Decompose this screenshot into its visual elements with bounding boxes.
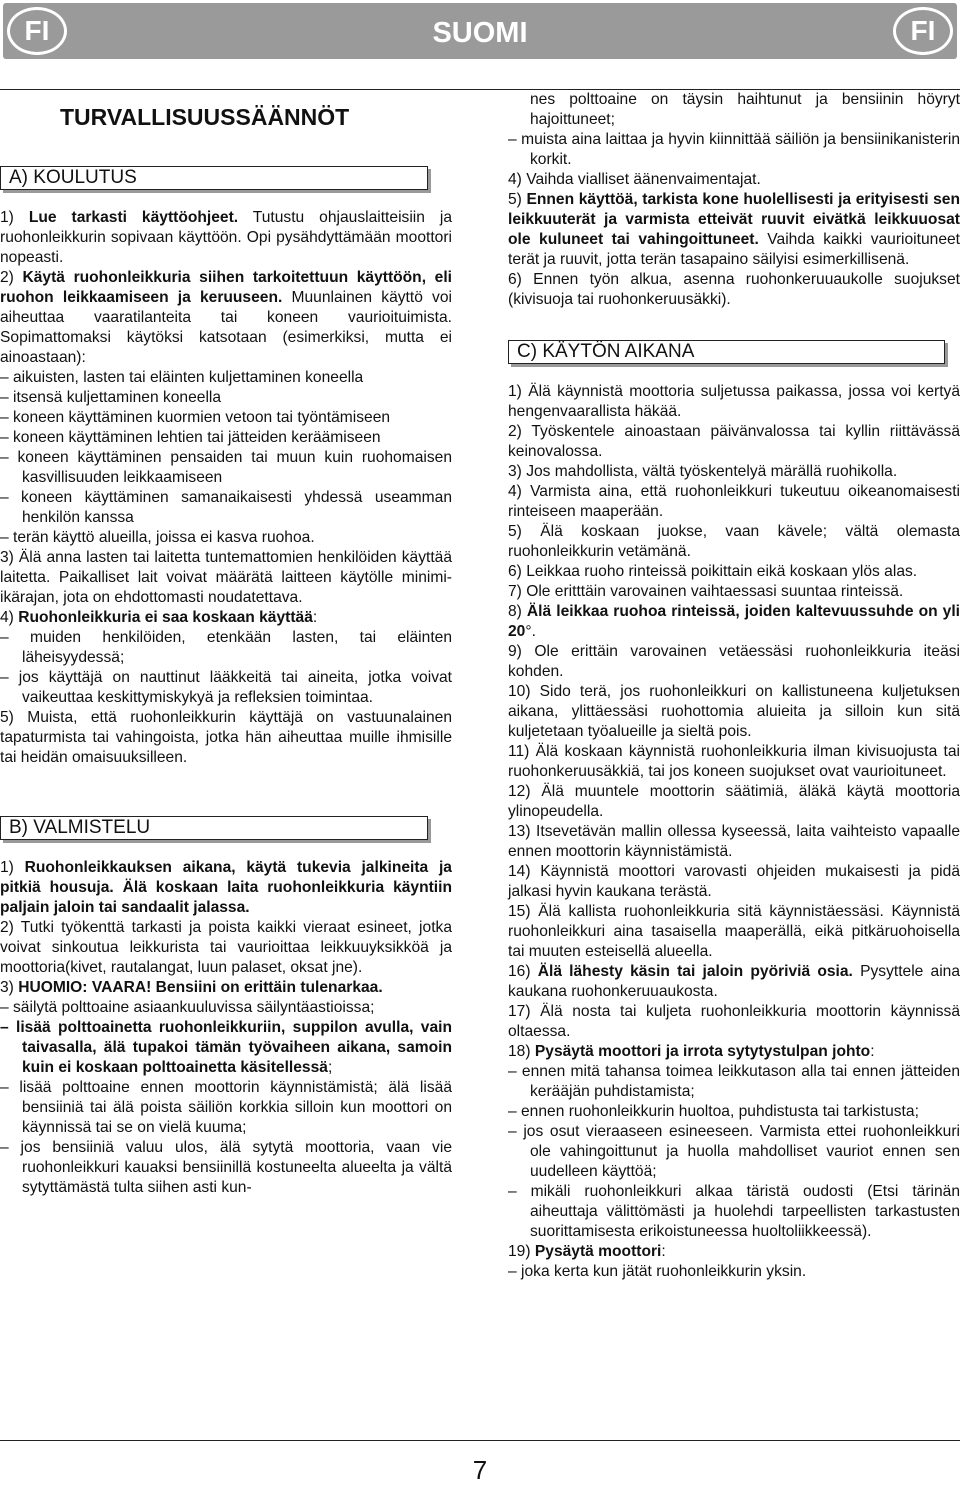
right-column: [508, 90, 960, 1282]
rule-c1: 1) Älä käynnistä moottoria suljetussa paikassa, jossa voi kertyä hengenvaarallista häkää.: [508, 383, 960, 420]
page-number: 7: [472, 1455, 488, 1485]
rule-c2: 2) Työskentele ainoastaan päivänvalossa tai kyllin riittävässä keinovalossa.: [508, 423, 960, 460]
rule-c5: 5) Älä koskaan juokse, vaan kävele; vältä olemasta ruohonleikkurin vetämänä.: [508, 523, 960, 560]
list-item: – koneen käyttäminen samanaikaisesti yhdessä useamman henkilön kanssa: [0, 489, 452, 526]
list-item: – jos käyttäjä on nauttinut lääkkeitä tai aineita, jotka voivat vaikeuttaa keskittymiskykyä ja refleksien toimintaa.: [0, 669, 452, 706]
rule-c12: 12) Älä muuntele moottorin säätimiä, äläkä käytä moottoria ylinopeudella.: [508, 783, 960, 820]
rule-c13: 13) Itsevetävän mallin ollessa kyseessä, laita vaihteisto vapaalle ennen moottorin käynnistämistä.: [508, 823, 960, 860]
rule-c19: 19) Pysäytä moottori:: [508, 1243, 666, 1260]
rule-c3: 3) Jos mahdollista, vältä työskentelyä märällä ruohikolla.: [508, 463, 898, 480]
list-item: – koneen käyttäminen pensaiden tai muun kuin ruohomaisen kasvillisuuden leikkaamiseen: [0, 449, 452, 486]
list-item: – ennen mitä tahansa toimea leikkutason alla tai ennen jätteiden kerääjän puhdistamista;: [508, 1063, 960, 1100]
rule-c17: 17) Älä nosta tai kuljeta ruohonleikkuria moottorin käynnissä oltaessa.: [508, 1003, 960, 1040]
rule-c8: 8) Älä leikkaa ruohoa rinteissä, joiden kaltevuussuhde on yli 20°.: [508, 603, 960, 640]
rule-c6: 6) Leikkaa ruoho rinteissä poikittain eikä koskaan ylös alas.: [508, 563, 918, 580]
list-item: – koneen käyttäminen kuormien vetoon tai työntämiseen: [0, 409, 391, 426]
list-item: – ennen ruohonleikkurin huoltoa, puhdistusta tai tarkistusta;: [508, 1103, 919, 1120]
section-heading-b: B) VALMISTELU: [0, 816, 428, 840]
rule-a3: 3) Älä anna lasten tai laitetta tuntemattomien henkilöiden käyttää laitetta. Paikalliset lait voivat määrätä laitteen käytölle minimi-ikärajan, jota on ehdottomasti noudatettava.: [0, 549, 452, 606]
rule-b4: 4) Vaihda vialliset äänenvaimentajat.: [508, 171, 761, 188]
page-header: [3, 3, 957, 59]
list-item: – säilytä polttoaine asiaankuuluvissa säilyntäastioissa;: [0, 999, 375, 1016]
rule-c4: 4) Varmista aina, että ruohonleikkuri tukeutuu oikeanomaisesti rinteiseen maaperään.: [508, 483, 960, 520]
list-item: – itsensä kuljettaminen koneella: [0, 389, 222, 406]
rule-a4: 4) Ruohonleikkuria ei saa koskaan käyttää:: [0, 609, 318, 626]
language-badge-left: FI: [7, 7, 67, 55]
page-title: TURVALLISUUSSÄÄNNÖT: [60, 104, 350, 130]
list-item: – lisää polttoainetta ruohonleikkuriin, suppilon avulla, vain taivasalla, älä tupakoi tämän työvaiheen aikana, samoin kuin ei koskaan polttoainetta käsitellessä;: [0, 1019, 452, 1076]
section-heading-a: A) KOULUTUS: [0, 166, 428, 190]
list-item: – muista aina laittaa ja hyvin kiinnittää säiliön ja bensiinikanisterin korkit.: [508, 131, 960, 168]
list-item: – koneen käyttäminen lehtien tai jätteiden keräämiseen: [0, 429, 381, 446]
rule-c7: 7) Ole eritttäin varovainen vaihtaessasi suuntaa rinteissä.: [508, 583, 904, 600]
header-title: SUOMI: [432, 17, 528, 49]
rule-b2: 2) Tutki työkenttä tarkasti ja poista kaikki vieraat esineet, jotka voivat sinkoutua leikkurista tai vaurioittaa leikkuuyksikköä ja moottoria(kivet, rautalangat, luun palaset, oksat jne).: [0, 919, 452, 976]
rule-c15: 15) Älä kallista ruohonleikkuria sitä käynnistäessäsi. Käynnistä ruohonleikkuri aina tasaisella maaperällä, eikä pitkäruohoisella tai muuten esteisellä alueella.: [508, 903, 960, 960]
rule-c14: 14) Käynnistä moottori varovasti ohjeiden mukaisesti ja pidä jalkasi hyvin kaukana terästä.: [508, 863, 960, 900]
section-heading-c: C) KÄYTÖN AIKANA: [508, 340, 945, 364]
rule-c10: 10) Sido terä, jos ruohonleikkuri on kallistuneena kuljetuksen aikana, ylittäessäsi ruohottomia aluieita ja silloin kun sitä kuljetetaan työalueille ja sieltä pois.: [508, 683, 960, 740]
rule-b3: 3) HUOMIO: VAARA! Bensiini on erittäin tulenarkaa.: [0, 979, 383, 996]
list-item: – lisää polttoaine ennen moottorin käynnistämistä; älä lisää bensiiniä tai älä poista säiliön korkkia silloin kun moottori on käynnissä tai se on vielä kuuma;: [0, 1079, 452, 1136]
rule-b5: 5) Ennen käyttöä, tarkista kone huolellisesti ja erityisesti sen leikkuuterät ja varmista etteivät ruuvit eivätkä leikkuuosat ole kuluneet tai vahingoittuneet. Vaihda kaikki vaurioituneet terät ja ruuvit, jotta terän tasapaino säilyisi esimerkillisenä.: [508, 191, 960, 268]
rule-a1: 1) Lue tarkasti käyttöohjeet. Tutustu ohjauslaitteisiin ja ruohonleikkurin sopivaan käyttöön. Opi pysähdyttämään moottori nopeasti.: [0, 209, 453, 266]
rule-c18: 18) Pysäytä moottori ja irrota sytytystulpan johto:: [508, 1043, 875, 1060]
list-item: – muiden henkilöiden, etenkään lasten, tai eläinten läheisyydessä;: [0, 629, 452, 666]
list-item: – aikuisten, lasten tai eläinten kuljettaminen koneella: [0, 369, 364, 386]
list-item: – jos osut vieraaseen esineeseen. Varmista ettei ruohonleikkuri ole vahingoittunut ja huolla mahdolliset vauriot ennen sen uudelleen käyttöä;: [508, 1123, 960, 1180]
list-item: – terän käyttö alueilla, joissa ei kasva ruohoa.: [0, 529, 315, 546]
list-item: – joka kerta kun jätät ruohonleikkurin yksin.: [508, 1263, 807, 1280]
rule-c9: 9) Ole erittäin varovainen vetäessäsi ruohonleikkuria iteäsi kohden.: [508, 643, 960, 680]
bottom-rule: [0, 1440, 960, 1441]
list-item-continuation: nes polttoaine on täysin haihtunut ja bensiinin höyryt hajoittuneet;: [530, 91, 960, 128]
rule-a2: 2) Käytä ruohonleikkuria siihen tarkoitettuun käyttöön, eli ruohon leikkaamiseen ja keruuseen. Muunlainen käyttö voi aiheuttaa vaaratilanteita tai koneen vaurioituimista. Sopimattomaksi käytöksi katsotaan (esimerkiksi, mutta ei ainoastaan):: [0, 269, 452, 366]
language-badge-right: FI: [893, 7, 953, 55]
list-item: – jos bensiiniä valuu ulos, älä sytytä moottoria, vaan vie ruohonleikkuri kauaksi bensiinillä kostuneelta alueelta ja vältä sytyttämästä tulta siihen asti kun-: [0, 1139, 452, 1196]
list-item: – mikäli ruohonleikkuri alkaa täristä oudosti (Etsi tärinän aiheuttaja välittömästi ja huolehdi tarpeellisten tarkastusten suorittamisesta erikoistuneessa huoltoliikkeessä).: [508, 1183, 960, 1240]
rule-c11: 11) Älä koskaan käynnistä ruohonleikkuria ilman kivisuojusta tai ruohonkeruusäkkiä, tai jos koneen suojukset ovat vaurioituneet.: [508, 743, 960, 780]
rule-a5: 5) Muista, että ruohonleikkurin käyttäjä on vastuunalainen tapaturmista tai vahingoista, jotka hän aiheuttaa muille ihmisille tai heidän omaisuuksilleen.: [0, 709, 452, 766]
rule-b1: 1) Ruohonleikkauksen aikana, käytä tukevia jalkineita ja pitkiä housuja. Älä koskaan laita ruohonleikkuria käyntiin paljain jaloin tai sandaalit jalassa.: [0, 859, 452, 916]
left-column: [0, 90, 452, 1198]
rule-b6: 6) Ennen työn alkua, asenna ruohonkeruuaukolle suojukset (kivisuoja tai ruohonkeruusäkki).: [508, 271, 960, 308]
rule-c16: 16) Älä lähesty käsin tai jaloin pyöriviä osia. Pysyttele aina kaukana ruohonkeruuaukosta.: [508, 963, 960, 1000]
